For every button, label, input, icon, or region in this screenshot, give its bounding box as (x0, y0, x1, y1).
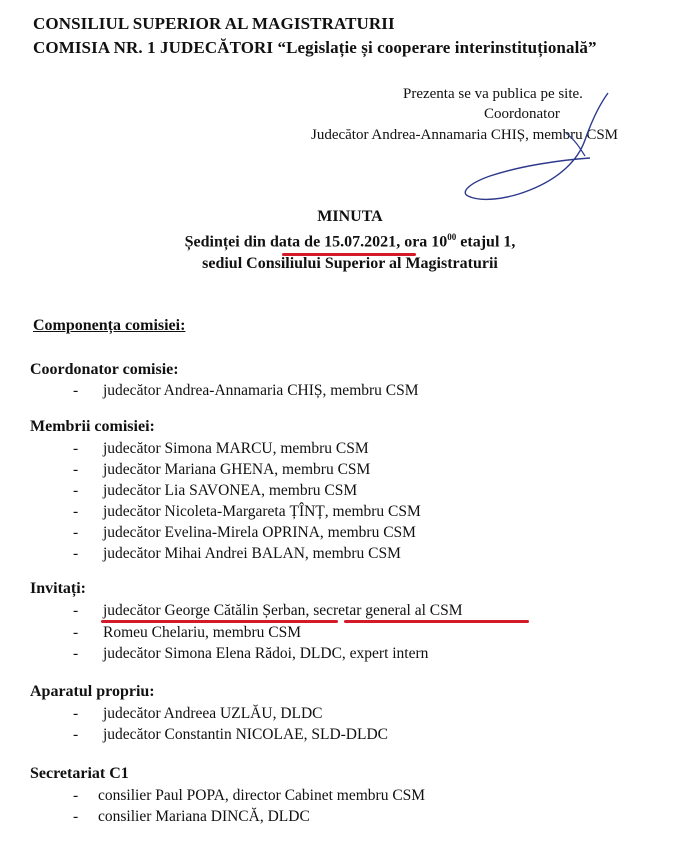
invitee-role-underline (344, 620, 529, 623)
commission-name: COMISIA NR. 1 JUDECĂTORI “Legislație și cooperare interinstituțională” (33, 38, 597, 57)
invitati-heading: Invitați: (30, 580, 86, 597)
meeting-time: , ora 10 (396, 233, 448, 251)
coordonator-heading: Coordonator comisie: (30, 361, 179, 378)
meeting-time-sup: 00 (447, 232, 457, 242)
invitee-name: judecător George Cătălin Șerban (103, 602, 306, 619)
meeting-venue: sediul Consiliului Superior al Magistraturii (202, 255, 498, 272)
secretariat-heading: Secretariat C1 (30, 765, 129, 782)
invitee-role: secretar general al CSM (313, 602, 463, 619)
meeting-date: data de 15.07.2021 (269, 233, 397, 251)
meeting-line (0, 232, 700, 251)
membri-heading: Membrii comisiei: (30, 418, 155, 435)
bullet-dash: - (73, 382, 79, 399)
coordinator-name: Judecător Andrea-Annamaria CHIȘ, membru CSM (311, 127, 619, 143)
meeting-location-floor: etajul 1, (456, 233, 516, 251)
aparat-heading: Aparatul propriu: (30, 683, 155, 700)
invitee-name-underline (101, 620, 338, 623)
componenta-heading: Componența comisiei: (33, 317, 186, 334)
coordinator-label: Coordonator (484, 106, 560, 122)
meeting-prefix: Ședinței din (184, 233, 270, 251)
document-page: CONSILIUL SUPERIOR AL MAGISTRATURII COMISIA NR. 1 JUDECĂTORI “Legislație și cooperare interinstituțională” Prezenta se va publica pe site. Coordonator Judecător Andrea-Annamaria CHIȘ, membru CSM MINUTA Ședinței din data de 15.07.2021, ora $10^{00}$ etajul 1, sediul Consiliului Superior al Magistraturii Componența comisiei: Coordonator comisie: - judecător Andrea-Annamaria CHIȘ, membru CSM Membrii comisiei: - judecător Simona MARCU, membru CSM - judecător Mariana GHENA, membru CSM - judecător Lia SAVONEA, membru CSM - judecător Nicoleta-Margareta ȚÎNȚ, membru CSM - judecător Evelina-Mirela OPRINA, membru CSM - judecător Mihai Andrei BALAN, membru CSM Invitați: - judecător George Cătălin Șerban, secretar general al CSM - Romeu Chelariu, membru CSM - judecător Simona Elena Rădoi, DLDC, expert intern Aparatul propriu: - judecător Andreea UZLĂU, DLDC - judecător Constantin NICOLAE, SLD-DLDC Secretariat C1 - consilier Paul POPA, director Cabinet membru CSM - consilier Mariana DINCĂ, DLDC (0, 0, 700, 845)
document-title: MINUTA (317, 208, 383, 225)
institution-name: CONSILIUL SUPERIOR AL MAGISTRATURII (33, 14, 395, 33)
publish-note: Prezenta se va publica pe site. (403, 86, 583, 102)
